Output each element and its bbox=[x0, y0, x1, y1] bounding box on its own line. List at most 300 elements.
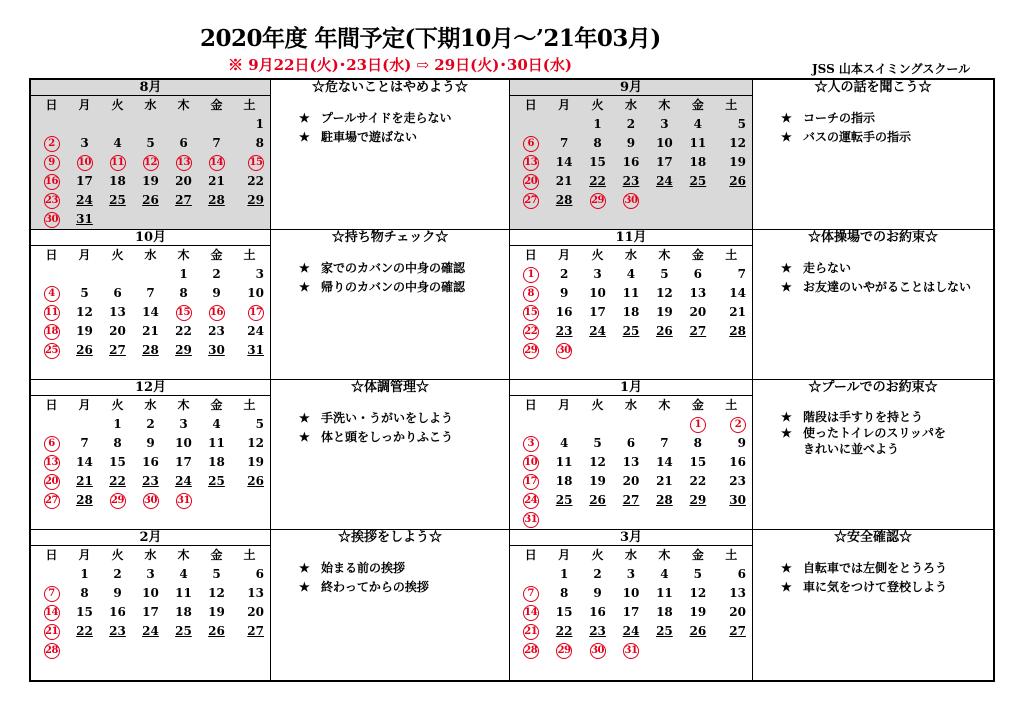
star-icon: ★ bbox=[299, 280, 310, 294]
rule-item bbox=[299, 259, 509, 278]
rule-item bbox=[781, 425, 993, 441]
calendar-day: 4 bbox=[179, 567, 188, 581]
weekday-label: 金 bbox=[691, 98, 704, 112]
weekday-label: 日 bbox=[45, 98, 58, 112]
calendar-day: 23 bbox=[142, 474, 159, 488]
calendar-day: 4 bbox=[35, 284, 68, 303]
weekday-label: 木 bbox=[177, 548, 190, 562]
calendar-day: 19 bbox=[208, 605, 225, 619]
weekday-label: 金 bbox=[210, 98, 223, 112]
weekday-label: 火 bbox=[591, 98, 604, 112]
calendar-day: 1 bbox=[80, 567, 89, 581]
star-icon: ★ bbox=[299, 561, 310, 575]
calendar-day: 13 bbox=[35, 453, 68, 472]
calendar-day: 17 bbox=[142, 605, 159, 619]
rule-box-greeting bbox=[271, 530, 510, 680]
calendar-day: 21 bbox=[35, 622, 68, 641]
calendar-day: 18 bbox=[35, 322, 68, 341]
calendar-day: 13 bbox=[167, 153, 200, 172]
calendar-day: 12 bbox=[656, 286, 673, 300]
weekday-label: 木 bbox=[177, 98, 190, 112]
calendar-day: 22 bbox=[514, 322, 547, 341]
calendar-day: 26 bbox=[689, 624, 707, 638]
calendar-day: 23 bbox=[622, 174, 640, 188]
calendar-day: 18 bbox=[555, 474, 573, 488]
calendar-day: 31 bbox=[614, 641, 647, 660]
calendar-day: 3 bbox=[255, 267, 264, 281]
calendar-day: 18 bbox=[109, 174, 126, 188]
calendar-day: 1 bbox=[179, 267, 188, 281]
weekday-label: 金 bbox=[210, 248, 223, 262]
calendar-day: 19 bbox=[247, 455, 264, 469]
calendar-day: 19 bbox=[142, 174, 159, 188]
rule-text: きれいに並べよう bbox=[802, 442, 899, 456]
calendar-day: 16 bbox=[729, 455, 746, 469]
calendar-day: 6 bbox=[514, 134, 547, 153]
weekday-label: 月 bbox=[78, 248, 91, 262]
rule-box-danger bbox=[271, 80, 510, 230]
calendar-day: 17 bbox=[76, 174, 93, 188]
calendar-grid bbox=[31, 396, 270, 510]
weekday-label: 土 bbox=[243, 248, 256, 262]
calendar-day: 10 bbox=[247, 286, 264, 300]
calendar-day: 25 bbox=[109, 193, 126, 207]
schedule-change-notice: ※ 9月22日(火)･23日(水) ⇨ 29日(火)･30日(水) bbox=[228, 56, 572, 74]
calendar-blank bbox=[514, 115, 547, 134]
calendar-day: 15 bbox=[689, 455, 707, 469]
weekday-label: 水 bbox=[144, 398, 157, 412]
weekday-label: 木 bbox=[658, 398, 671, 412]
calendar-day: 16 bbox=[35, 172, 68, 191]
calendar-day: 22 bbox=[247, 174, 264, 188]
calendar-day: 26 bbox=[247, 474, 264, 488]
weekday-label: 土 bbox=[725, 248, 738, 262]
star-icon: ★ bbox=[299, 411, 310, 425]
calendar-day: 15 bbox=[233, 153, 266, 172]
calendar-day: 2 bbox=[212, 267, 221, 281]
calendar-day: 8 bbox=[113, 436, 122, 450]
calendar-day: 28 bbox=[208, 193, 225, 207]
rule-list bbox=[271, 559, 509, 597]
calendar-day: 6 bbox=[255, 567, 264, 581]
calendar-day: 5 bbox=[693, 567, 703, 581]
calendar-day: 27 bbox=[689, 324, 707, 338]
calendar-day: 13 bbox=[622, 455, 640, 469]
calendar-day: 19 bbox=[729, 155, 746, 169]
calendar-day: 9 bbox=[212, 286, 221, 300]
calendar-day: 15 bbox=[109, 455, 126, 469]
calendar-day: 8 bbox=[693, 436, 703, 450]
calendar-day: 6 bbox=[113, 286, 122, 300]
calendar-grid bbox=[31, 246, 270, 360]
calendar-day: 18 bbox=[689, 155, 707, 169]
weekday-label: 土 bbox=[725, 398, 738, 412]
calendar-day: 4 bbox=[559, 436, 569, 450]
calendar-day: 31 bbox=[76, 212, 93, 226]
calendar-day: 4 bbox=[626, 267, 636, 281]
calendar-day: 27 bbox=[247, 624, 264, 638]
calendar-day: 19 bbox=[689, 605, 707, 619]
calendar-day: 7 bbox=[35, 584, 68, 603]
calendar-day: 18 bbox=[622, 305, 640, 319]
rule-item bbox=[781, 578, 993, 597]
calendar-day: 1 bbox=[514, 265, 547, 284]
calendar-blank bbox=[514, 565, 547, 584]
calendar-day: 25 bbox=[208, 474, 225, 488]
calendar-day: 6 bbox=[693, 267, 703, 281]
calendar-day: 5 bbox=[212, 567, 221, 581]
calendar-day: 22 bbox=[175, 324, 192, 338]
rule-text: 家でのカバンの中身の確認 bbox=[321, 261, 466, 275]
calendar-day: 16 bbox=[589, 605, 606, 619]
calendar-day: 25 bbox=[622, 324, 640, 338]
calendar-day: 5 bbox=[737, 117, 746, 131]
weekday-label: 月 bbox=[558, 98, 571, 112]
calendar-day: 23 bbox=[109, 624, 126, 638]
calendar-day: 17 bbox=[622, 605, 640, 619]
calendar-day: 29 bbox=[547, 641, 580, 660]
rule-title: ☆体操場でのお約束☆ bbox=[807, 230, 938, 245]
rule-item bbox=[781, 109, 993, 128]
calendar-day: 11 bbox=[555, 455, 573, 469]
rule-text: 始まる前の挨拶 bbox=[321, 561, 406, 575]
calendar-blank bbox=[101, 115, 134, 134]
calendar-day: 1 bbox=[593, 117, 602, 131]
weekday-label: 水 bbox=[144, 98, 157, 112]
weekday-label: 日 bbox=[524, 398, 537, 412]
calendar-day: 25 bbox=[175, 624, 192, 638]
calendar-blank bbox=[35, 565, 68, 584]
rule-text: 帰りのカバンの中身の確認 bbox=[321, 280, 466, 294]
calendar-day: 17 bbox=[656, 155, 673, 169]
calendar-day: 26 bbox=[656, 324, 673, 338]
calendar-day: 28 bbox=[656, 493, 673, 507]
rule-text: 車に気をつけて登校しよう bbox=[802, 580, 947, 594]
calendar-grid bbox=[510, 396, 752, 529]
weekday-label: 金 bbox=[210, 548, 223, 562]
calendar-day: 5 bbox=[255, 417, 264, 431]
calendar-day: 15 bbox=[514, 303, 547, 322]
rule-item bbox=[299, 559, 509, 578]
weekday-label: 土 bbox=[243, 398, 256, 412]
calendar-day: 3 bbox=[593, 267, 602, 281]
calendar-day: 24 bbox=[589, 324, 606, 338]
star-icon: ★ bbox=[780, 130, 792, 144]
calendar-day: 31 bbox=[514, 510, 547, 529]
calendar-day: 9 bbox=[146, 436, 155, 450]
calendar-day: 21 bbox=[76, 474, 93, 488]
calendar-day: 26 bbox=[729, 174, 746, 188]
calendar-day: 8 bbox=[514, 284, 547, 303]
weekday-label: 月 bbox=[78, 548, 91, 562]
calendar-day: 20 bbox=[175, 174, 192, 188]
calendar-day: 12 bbox=[729, 136, 746, 150]
weekday-label: 日 bbox=[524, 548, 537, 562]
calendar-day: 7 bbox=[660, 436, 669, 450]
calendar-day: 24 bbox=[514, 491, 547, 510]
weekday-label: 金 bbox=[691, 548, 704, 562]
calendar-day: 2 bbox=[593, 567, 602, 581]
rule-text: バスの運転手の指示 bbox=[802, 130, 911, 144]
calendar-day: 8 bbox=[80, 586, 89, 600]
weekday-label: 水 bbox=[624, 548, 637, 562]
calendar-september bbox=[510, 80, 753, 230]
star-icon: ★ bbox=[299, 580, 310, 594]
calendar-day: 28 bbox=[76, 493, 93, 507]
calendar-day: 31 bbox=[247, 343, 264, 357]
calendar-day: 5 bbox=[80, 286, 89, 300]
calendar-day: 6 bbox=[35, 434, 68, 453]
weekday-label: 月 bbox=[78, 98, 91, 112]
calendar-day: 22 bbox=[589, 174, 606, 188]
calendar-day: 24 bbox=[175, 474, 192, 488]
calendar-day: 19 bbox=[76, 324, 93, 338]
weekday-label: 月 bbox=[558, 398, 571, 412]
rule-item bbox=[781, 259, 993, 278]
rule-item bbox=[299, 109, 509, 128]
calendar-day: 24 bbox=[622, 624, 640, 638]
weekday-label: 水 bbox=[144, 548, 157, 562]
calendar-day: 2 bbox=[559, 267, 569, 281]
calendar-day: 21 bbox=[729, 305, 746, 319]
calendar-day: 23 bbox=[35, 191, 68, 210]
calendar-day: 13 bbox=[729, 586, 746, 600]
rule-title: ☆危ないことはやめよう☆ bbox=[311, 80, 468, 95]
star-icon: ★ bbox=[780, 261, 792, 275]
calendar-day: 22 bbox=[76, 624, 93, 638]
calendar-day: 2 bbox=[113, 567, 122, 581]
calendar-day: 28 bbox=[729, 324, 746, 338]
calendar-day: 21 bbox=[142, 324, 159, 338]
calendar-day: 15 bbox=[76, 605, 93, 619]
month-title: 3月 bbox=[510, 530, 752, 546]
weekday-label: 土 bbox=[725, 548, 738, 562]
calendar-blank bbox=[101, 265, 134, 284]
rule-box-gym bbox=[753, 230, 993, 380]
calendar-day: 18 bbox=[656, 605, 673, 619]
weekday-label: 水 bbox=[624, 398, 637, 412]
calendar-day: 16 bbox=[109, 605, 126, 619]
weekday-label: 木 bbox=[177, 398, 190, 412]
calendar-day: 3 bbox=[626, 567, 636, 581]
calendar-february bbox=[31, 530, 271, 680]
calendar-day: 15 bbox=[167, 303, 200, 322]
calendar-day: 7 bbox=[80, 436, 89, 450]
calendar-day: 11 bbox=[35, 303, 68, 322]
calendar-day: 20 bbox=[247, 605, 264, 619]
calendar-day: 9 bbox=[593, 586, 602, 600]
calendar-day: 16 bbox=[142, 455, 159, 469]
calendar-day: 11 bbox=[175, 586, 192, 600]
page-title: 2020年度 年間予定(下期10月～’21年03月) bbox=[200, 25, 661, 52]
calendar-day: 21 bbox=[555, 174, 573, 188]
rule-text: 手洗い・うがいをしよう bbox=[321, 411, 454, 425]
calendar-day: 29 bbox=[175, 343, 192, 357]
calendar-blank bbox=[547, 415, 580, 434]
calendar-day: 7 bbox=[559, 136, 569, 150]
calendar-blank bbox=[167, 115, 200, 134]
calendar-day: 13 bbox=[109, 305, 126, 319]
calendar-day: 7 bbox=[212, 136, 221, 150]
rule-title: ☆人の話を聞こう☆ bbox=[814, 80, 932, 95]
calendar-day: 10 bbox=[514, 453, 547, 472]
weekday-label: 日 bbox=[524, 248, 537, 262]
star-icon: ★ bbox=[780, 410, 792, 424]
star-icon: ★ bbox=[780, 280, 792, 294]
calendar-grid bbox=[510, 546, 752, 660]
school-name: JSS 山本スイミングスクール bbox=[812, 62, 971, 76]
calendar-day: 27 bbox=[514, 191, 547, 210]
calendar-day: 21 bbox=[656, 474, 673, 488]
calendar-day: 27 bbox=[175, 193, 192, 207]
weekday-label: 火 bbox=[111, 248, 124, 262]
calendar-blank bbox=[547, 115, 580, 134]
calendar-day: 20 bbox=[109, 324, 126, 338]
calendar-day: 5 bbox=[593, 436, 602, 450]
schedule-grid bbox=[29, 78, 995, 682]
calendar-day: 11 bbox=[622, 286, 640, 300]
calendar-day: 11 bbox=[208, 436, 225, 450]
calendar-day: 20 bbox=[689, 305, 707, 319]
calendar-day: 10 bbox=[589, 286, 606, 300]
calendar-day: 29 bbox=[514, 341, 547, 360]
calendar-day: 26 bbox=[142, 193, 159, 207]
calendar-day: 23 bbox=[208, 324, 225, 338]
calendar-blank bbox=[68, 265, 101, 284]
rule-text: 駐車場で遊ばない bbox=[321, 130, 418, 144]
calendar-day: 4 bbox=[660, 567, 669, 581]
calendar-day: 1 bbox=[681, 415, 714, 434]
weekday-label: 火 bbox=[111, 98, 124, 112]
calendar-day: 25 bbox=[656, 624, 673, 638]
calendar-blank bbox=[68, 415, 101, 434]
calendar-blank bbox=[134, 115, 167, 134]
calendar-day: 1 bbox=[255, 117, 264, 131]
calendar-october bbox=[31, 230, 271, 380]
calendar-day: 17 bbox=[175, 455, 192, 469]
calendar-day: 1 bbox=[113, 417, 122, 431]
calendar-day: 14 bbox=[729, 286, 746, 300]
weekday-label: 土 bbox=[243, 98, 256, 112]
weekday-label: 火 bbox=[591, 248, 604, 262]
calendar-day: 2 bbox=[35, 134, 68, 153]
calendar-day: 12 bbox=[589, 455, 606, 469]
rule-item bbox=[781, 441, 993, 457]
calendar-day: 4 bbox=[113, 136, 122, 150]
month-title: 12月 bbox=[31, 380, 270, 396]
weekday-label: 日 bbox=[45, 548, 58, 562]
calendar-day: 17 bbox=[514, 472, 547, 491]
month-title: 1月 bbox=[510, 380, 752, 396]
calendar-day: 24 bbox=[247, 324, 264, 338]
calendar-day: 22 bbox=[689, 474, 707, 488]
calendar-day: 6 bbox=[626, 436, 636, 450]
rule-item bbox=[781, 278, 993, 297]
rule-box-pool bbox=[753, 380, 993, 530]
rule-text: お友達のいやがることはしない bbox=[802, 280, 971, 294]
calendar-day: 4 bbox=[693, 117, 703, 131]
rule-item bbox=[299, 128, 509, 147]
weekday-label: 水 bbox=[624, 248, 637, 262]
calendar-grid bbox=[510, 246, 752, 360]
calendar-day: 28 bbox=[514, 641, 547, 660]
month-title: 9月 bbox=[510, 80, 752, 96]
calendar-day: 17 bbox=[233, 303, 266, 322]
calendar-day: 10 bbox=[142, 586, 159, 600]
weekday-label: 日 bbox=[524, 98, 537, 112]
rule-list bbox=[753, 259, 993, 297]
calendar-day: 27 bbox=[622, 493, 640, 507]
calendar-day: 14 bbox=[35, 603, 68, 622]
weekday-label: 木 bbox=[177, 248, 190, 262]
calendar-day: 3 bbox=[660, 117, 669, 131]
calendar-blank bbox=[614, 415, 647, 434]
rule-text: 自転車では左側をとうろう bbox=[802, 561, 947, 575]
calendar-day: 21 bbox=[514, 622, 547, 641]
star-icon: ★ bbox=[780, 580, 792, 594]
calendar-day: 24 bbox=[142, 624, 159, 638]
calendar-august bbox=[31, 80, 271, 230]
calendar-day: 30 bbox=[729, 493, 746, 507]
calendar-blank bbox=[581, 415, 614, 434]
calendar-day: 26 bbox=[589, 493, 606, 507]
calendar-day: 18 bbox=[208, 455, 225, 469]
rule-list bbox=[753, 109, 993, 147]
rule-text: プールサイドを走らない bbox=[321, 111, 452, 125]
weekday-label: 日 bbox=[45, 248, 58, 262]
calendar-day: 6 bbox=[737, 567, 746, 581]
calendar-day: 13 bbox=[689, 286, 707, 300]
calendar-day: 23 bbox=[729, 474, 746, 488]
calendar-day: 3 bbox=[179, 417, 188, 431]
calendar-day: 7 bbox=[146, 286, 155, 300]
calendar-day: 11 bbox=[656, 586, 673, 600]
calendar-day: 20 bbox=[514, 172, 547, 191]
weekday-label: 木 bbox=[658, 248, 671, 262]
calendar-day: 13 bbox=[247, 586, 264, 600]
calendar-day: 16 bbox=[200, 303, 233, 322]
calendar-day: 2 bbox=[146, 417, 155, 431]
calendar-day: 12 bbox=[208, 586, 225, 600]
calendar-day: 15 bbox=[589, 155, 606, 169]
calendar-day: 28 bbox=[35, 641, 68, 660]
star-icon: ★ bbox=[780, 561, 792, 575]
rule-list bbox=[753, 409, 993, 457]
calendar-day: 24 bbox=[76, 193, 93, 207]
calendar-day: 31 bbox=[167, 491, 200, 510]
calendar-day: 19 bbox=[656, 305, 673, 319]
weekday-label: 金 bbox=[691, 398, 704, 412]
weekday-label: 土 bbox=[725, 98, 738, 112]
star-icon: ★ bbox=[780, 111, 792, 125]
calendar-day: 3 bbox=[514, 434, 547, 453]
calendar-day: 12 bbox=[689, 586, 707, 600]
star-icon: ★ bbox=[299, 430, 310, 444]
calendar-blank bbox=[514, 415, 547, 434]
calendar-day: 13 bbox=[514, 153, 547, 172]
calendar-day: 10 bbox=[175, 436, 192, 450]
calendar-day: 7 bbox=[737, 267, 746, 281]
calendar-day: 5 bbox=[660, 267, 669, 281]
calendar-day: 14 bbox=[555, 155, 573, 169]
weekday-label: 火 bbox=[111, 398, 124, 412]
rule-box-health bbox=[271, 380, 510, 530]
calendar-day: 10 bbox=[656, 136, 673, 150]
calendar-day: 23 bbox=[589, 624, 606, 638]
star-icon: ★ bbox=[299, 130, 310, 144]
rule-box-belongings bbox=[271, 230, 510, 380]
rule-item bbox=[781, 559, 993, 578]
